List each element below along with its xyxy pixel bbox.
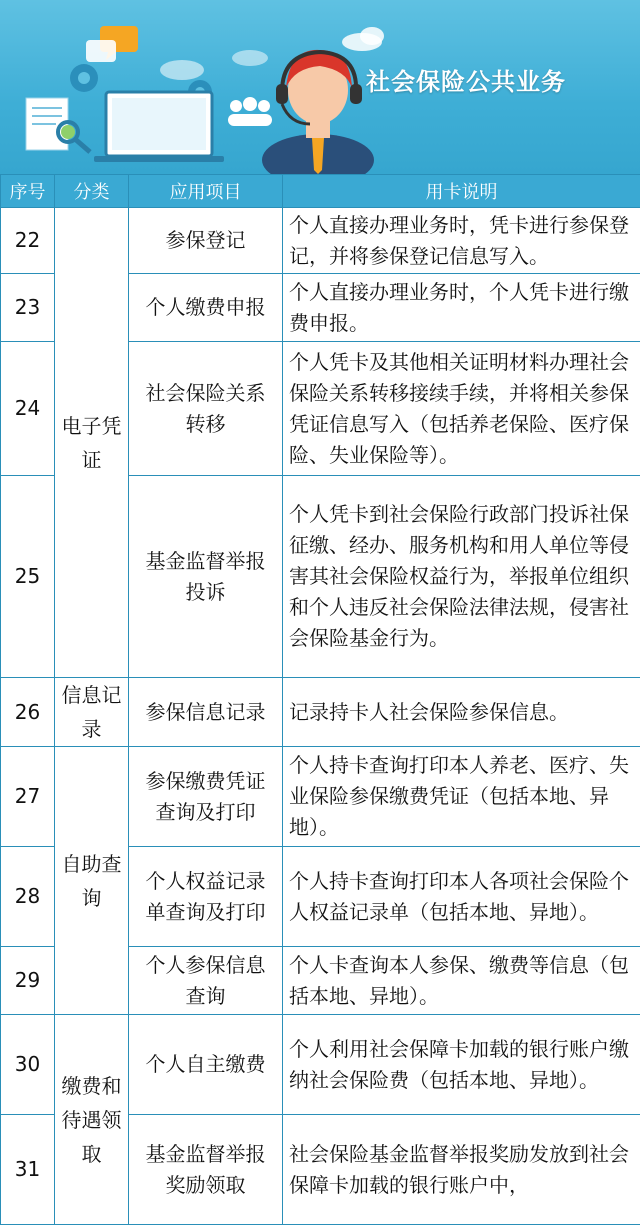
table-row [1,1015,640,1115]
table-row [1,208,640,274]
row-number: 26 [1,678,55,747]
header-description: 用卡说明 [283,175,640,208]
description-cell: 个人持卡查询打印本人养老、医疗、失业保险参保缴费凭证（包括本地、异地）。 [283,747,640,847]
description-cell: 记录持卡人社会保险参保信息。 [283,678,640,747]
category-cell: 自助查询 [55,747,129,1015]
header-seq: 序号 [1,175,55,208]
description-cell: 个人凭卡到社会保险行政部门投诉社保征缴、经办、服务机构和用人单位等侵害其社会保险权益行为，举报单位组织和个人违反社会保险法律法规，侵害社会保险基金行为。 [283,476,640,678]
table-header-row [1,175,640,208]
header-item: 应用项目 [129,175,283,208]
row-number: 27 [1,747,55,847]
banner [0,0,640,174]
row-number: 30 [1,1015,55,1115]
header-category: 分类 [55,175,129,208]
description-cell: 个人卡查询本人参保、缴费等信息（包括本地、异地）。 [283,947,640,1015]
category-cell: 信息记录 [55,678,129,747]
description-cell: 个人直接办理业务时，凭卡进行参保登记，并将参保登记信息写入。 [283,208,640,274]
row-number: 25 [1,476,55,678]
description-cell: 个人凭卡及其他相关证明材料办理社会保险关系转移接续手续，并将相关参保凭证信息写入（包括养老保险、医疗保险、失业保险等）。 [283,342,640,476]
row-number: 23 [1,274,55,342]
item-cell: 参保登记 [129,208,283,274]
table-row [1,747,640,847]
item-cell: 基金监督举报奖励领取 [129,1115,283,1225]
item-cell: 社会保险关系转移 [129,342,283,476]
row-number: 31 [1,1115,55,1225]
item-cell: 个人缴费申报 [129,274,283,342]
item-cell: 个人权益记录单查询及打印 [129,847,283,947]
category-cell: 缴费和待遇领取 [55,1015,129,1225]
table-row [1,678,640,747]
description-cell: 个人利用社会保障卡加载的银行账户缴纳社会保险费（包括本地、异地）。 [283,1015,640,1115]
banner-title: 社会保险公共业务 [366,62,566,97]
row-number: 24 [1,342,55,476]
headset-icon [276,84,288,104]
category-cell: 电子凭证 [55,208,129,678]
description-cell: 个人持卡查询打印本人各项社会保险个人权益记录单（包括本地、异地）。 [283,847,640,947]
row-number: 29 [1,947,55,1015]
service-table [0,174,640,1225]
people-icon [230,100,242,112]
description-cell: 社会保险基金监督举报奖励发放到社会保障卡加载的银行账户中， [283,1115,640,1225]
item-cell: 个人参保信息查询 [129,947,283,1015]
item-cell: 参保缴费凭证查询及打印 [129,747,283,847]
description-cell: 个人直接办理业务时，个人凭卡进行缴费申报。 [283,274,640,342]
chat-bubble-icon [86,40,116,62]
item-cell: 个人自主缴费 [129,1015,283,1115]
item-cell: 基金监督举报投诉 [129,476,283,678]
row-number: 22 [1,208,55,274]
item-cell: 参保信息记录 [129,678,283,747]
row-number: 28 [1,847,55,947]
